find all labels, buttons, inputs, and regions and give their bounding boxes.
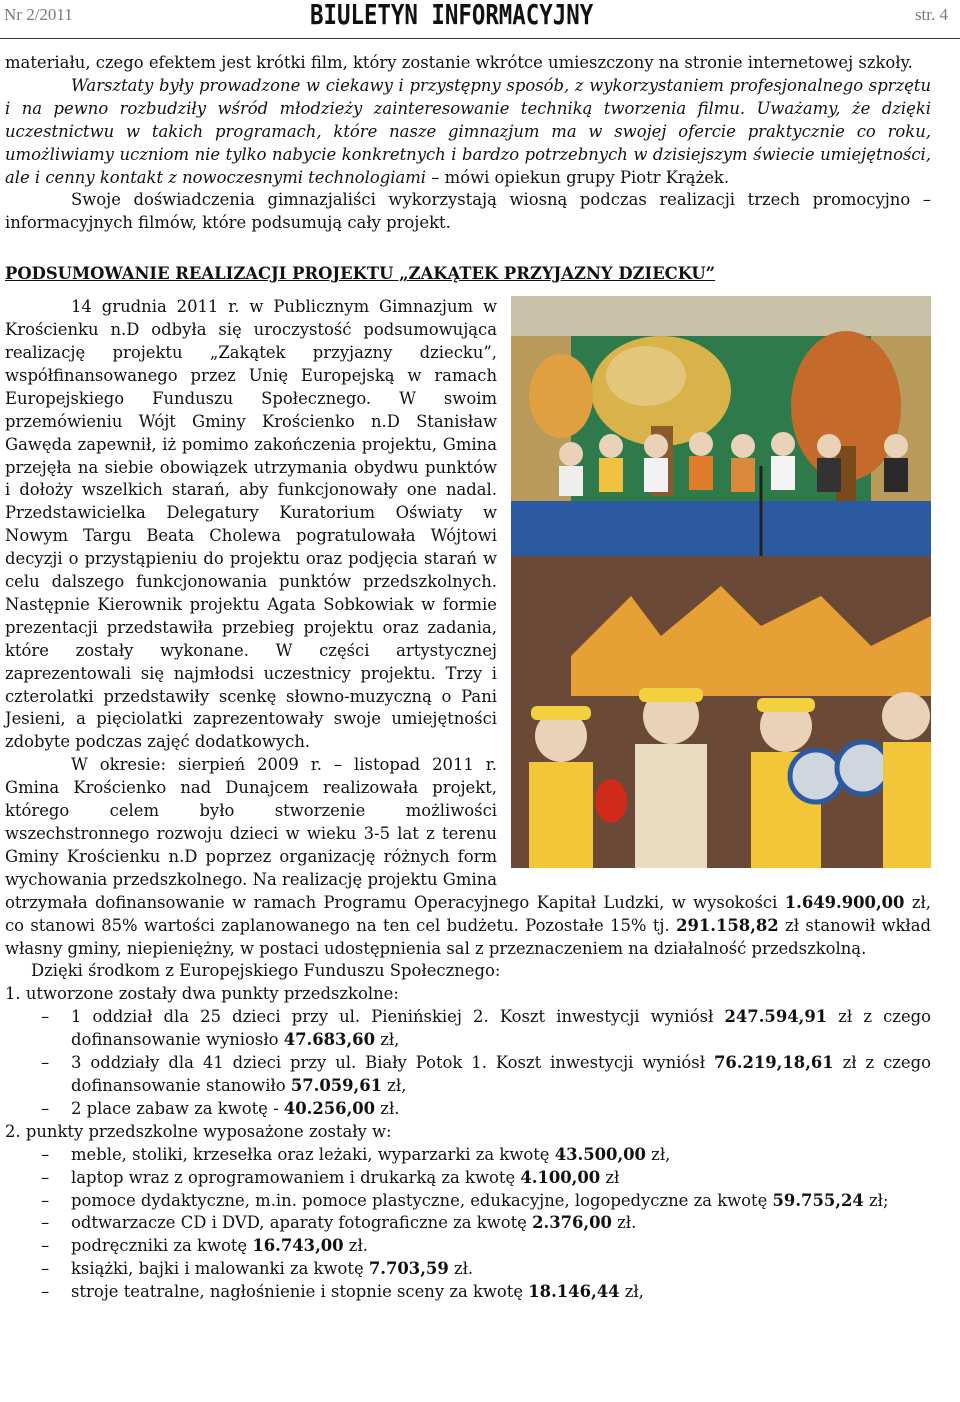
- children-performance-photo: [511, 296, 931, 868]
- list-item: – meble, stoliki, krzesełka oraz leżaki, wyparzarki za kwotę 43.500,00 zł,: [5, 1144, 931, 1167]
- own-contribution-amount: 291.158,82: [676, 915, 779, 935]
- list-item: – pomoce dydaktyczne, m.in. pomoce plastyczne, edukacyjne, logopedyczne za kwotę 59.755,24 zł;: [5, 1190, 931, 1213]
- list-item: – odtwarzacze CD i DVD, aparaty fotograficzne za kwotę 2.376,00 zł.: [5, 1212, 931, 1235]
- funding-amount: 1.649.900,00: [784, 892, 905, 912]
- list-1: [5, 1006, 931, 1121]
- dash-bullet: –: [41, 1236, 50, 1256]
- list-2-title: 2. punkty przedszkolne wyposażone zostały w:: [5, 1121, 392, 1141]
- ceremony-paragraph: 14 grudnia 2011 r. w Publicznym Gimnazjum w Krościenku n.D odbyła się uroczystość podsumowująca realizację projektu „Zakątek przyjazny dziecku”, współfinansowanego przez Unię Europejską w ramach Europejskiego Funduszu Społecznego. W swoim przemówieniu Wójt Gminy Krościenko n.D Stanisław Gawęda zapewnił, iż pomimo zakończenia projektu, Gmina przejęła na siebie obowiązek utrzymania obydwu punktów i dołoży wszelkich starań, aby funkcjonowały one nadal. Przedstawicielka Delegatury Kuratorium Oświaty w Nowym Targu Beata Cholewa pogratulowała Wójtowi decyzji o przystąpieniu do projektu oraz podjęcia starań w celu dalszego funkcjonowania punktów przedszkolnych. Następnie Kierownik projektu Agata Sobkowiak w formie prezentacji przedstawiła przebieg projektu oraz zadania, które zostały wykonane. W części artystycznej zaprezentowali się najmłodsi uczestnicy projektu. Trzy i czterolatki przedstawiły scenkę słowno-muzyczną o Pani Jesieni, a pięciolatki zaprezentowały swoje umiejętności zdobyte podczas zajęć dodatkowych.: [5, 297, 497, 752]
- dash-bullet: –: [41, 1167, 50, 1187]
- intro-paragraph-2: [5, 75, 931, 190]
- list-item: – 3 oddziały dla 41 dzieci przy ul. Biały Potok 1. Koszt inwestycji wyniósł 76.219,18,61 zł z czego dofinansowanie stanowiło 57.059,61 zł,: [41, 1053, 931, 1095]
- page-number: str. 4: [914, 5, 948, 24]
- list-1-title: 1. utworzone zostały dwa punkty przedszkolne:: [5, 984, 399, 1004]
- dash-bullet: –: [41, 1282, 50, 1302]
- dash-bullet: –: [41, 1053, 50, 1073]
- funding-paragraph: W okresie: sierpień 2009 r. – listopad 2011 r. Gmina Krościenko nad Dunajcem realizowała projekt, którego celem było stworzenie możliwości wszechstronnego rozwoju dzieci w wieku 3-5 lat z terenu Gminy Krościenku n.D poprzez organizację różnych form wychowania przedszkolnego. Na realizację projektu Gmina otrzymała dofinansowanie w ramach Programu Operacyjnego Kapitał Ludzki, w wysokości 1.649.900,00 zł, co stanowi 85% wartości zaplanowanego na ten cel budżetu. Pozostałe 15% tj. 291.158,82 zł stanowił wkład własny gminy, niepieniężny, w postaci udostępnienia sal z przeznaczeniem na działalność przedszkolną.: [5, 755, 932, 958]
- dash-bullet: –: [41, 1213, 50, 1233]
- dash-bullet: –: [41, 1007, 50, 1027]
- efs-intro: Dzięki środkom z Europejskiego Funduszu Społecznego:: [31, 961, 501, 981]
- dash-bullet: –: [41, 1259, 50, 1279]
- dash-bullet: –: [41, 1190, 50, 1210]
- list-item: – laptop wraz z oprogramowaniem i drukarką za kwotę 4.100,00 zł: [5, 1167, 931, 1190]
- list-item: – 2 place zabaw za kwotę - 40.256,00 zł.: [5, 1098, 931, 1121]
- section-heading: PODSUMOWANIE REALIZACJI PROJEKTU „ZAKĄTEK PRZYJAZNY DZIECKU”: [5, 264, 716, 284]
- page-header: [0, 0, 960, 39]
- list-item: – 1 oddział dla 25 dzieci przy ul. Pienińskiej 2. Koszt inwestycji wyniósł 247.594,91 zł z czego dofinansowanie wyniosło 47.683,60 zł,: [41, 1007, 932, 1050]
- list-item: – podręczniki za kwotę 16.743,00 zł.: [5, 1235, 931, 1258]
- quote-text: Warsztaty były prowadzone w ciekawy i przystępny sposób, z wykorzystaniem profesjonalnego sprzętu i na pewno rozbudziły wśród młodzieży zainteresowanie techniką tworzenia filmu. Uważamy, że dzięki uczestnictwu w takich programach, które nasze gimnazjum ma w swojej ofercie praktycznie co roku, umożliwiamy uczniom nie tylko nabycie konkretnych i bardzo potrzebnych w dzisiejszym świecie umiejętności, ale i cenny kontakt z nowoczesnymi technologiami: [5, 75, 931, 187]
- list-item: – stroje teatralne, nagłośnienie i stopnie sceny za kwotę 18.146,44 zł,: [5, 1281, 931, 1304]
- quote-attribution: – mówi opiekun grupy Piotr Krążek.: [426, 167, 730, 187]
- bulletin-title: BIULETYN INFORMACYJNY: [310, 0, 594, 31]
- intro-paragraph-1: materiału, czego efektem jest krótki film, który zostanie wkrótce umieszczony na stronie internetowej szkoły.: [5, 53, 913, 72]
- dash-bullet: –: [41, 1144, 50, 1164]
- dash-bullet: –: [41, 1098, 50, 1118]
- article-body: [5, 52, 931, 1304]
- intro-paragraph-3: Swoje doświadczenia gimnazjaliści wykorzystają wiosną podczas realizacji trzech promocyjno – informacyjnych filmów, które podsumują cały projekt.: [5, 190, 931, 233]
- list-item: – książki, bajki i malowanki za kwotę 7.703,59 zł.: [5, 1258, 931, 1281]
- issue-number: Nr 2/2011: [4, 5, 73, 24]
- list-2: [5, 1144, 931, 1304]
